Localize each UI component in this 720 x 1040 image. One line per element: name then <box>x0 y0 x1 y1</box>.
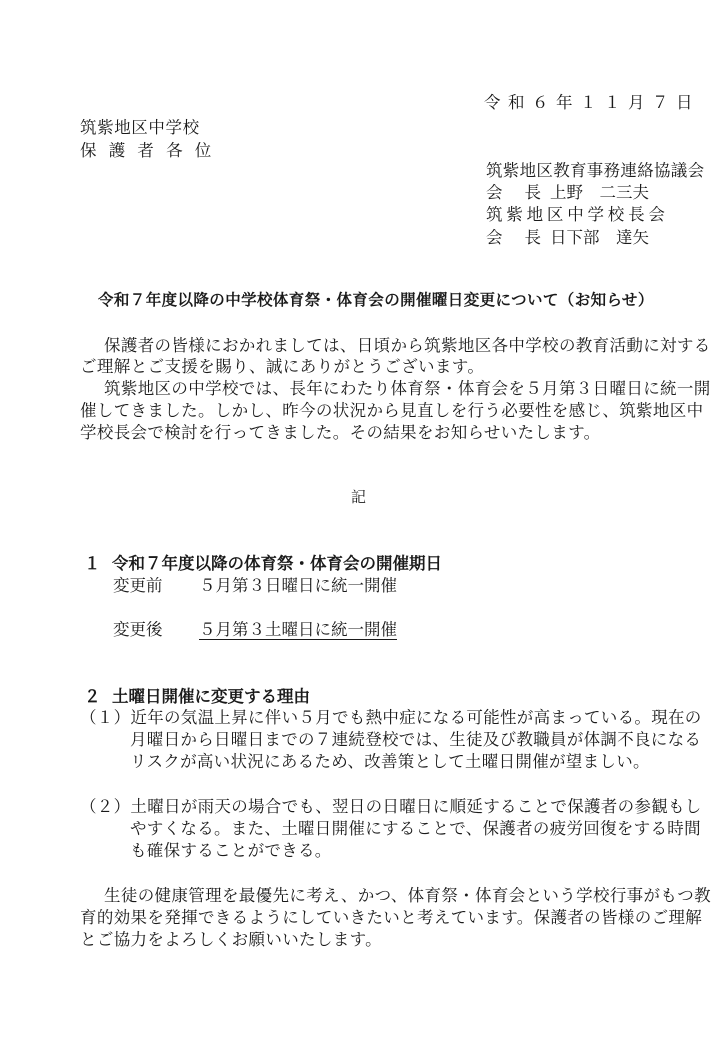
change-before-row <box>113 575 397 597</box>
section-2-title: 土曜日開催に変更する理由 <box>112 687 310 706</box>
change-before-value: ５月第３日曜日に統一開催 <box>199 576 397 595</box>
intro-paragraph-1-line-1: 保護者の皆様におかれましては、日頃から筑紫地区各中学校の教育活動に対する <box>104 336 711 355</box>
sender-chair-2 <box>486 227 649 249</box>
change-after-value: ５月第３土曜日に統一開催 <box>199 620 397 639</box>
sender-chair-1 <box>486 182 649 204</box>
reason-1-line-1: （１）近年の気温上昇に伴い５月でも熱中症になる可能性が高まっている。現在の <box>80 708 702 727</box>
sender-title-1: 会 長 <box>486 183 541 202</box>
intro-paragraph-2-line-3: 学校長会で検討を行ってきました。その結果をお知らせいたします。 <box>80 423 601 442</box>
sender-name-1: 上野 二三夫 <box>550 183 649 202</box>
sender-title-2: 会 長 <box>486 228 541 247</box>
intro-paragraph-1-line-2: ご理解とご支援を賜り、誠にありがとうございます。 <box>80 357 485 376</box>
reason-2-line-2: やすくなる。また、土曜日開催にすることで、保護者の疲労回復をする時間 <box>130 819 701 838</box>
section-1-title: 令和７年度以降の体育祭・体育会の開催期日 <box>112 554 442 573</box>
section-2-number: ２ <box>84 687 101 706</box>
change-before-label: 変更前 <box>113 576 163 595</box>
reason-1-line-2: 月曜日から日曜日までの７連続登校では、生徒及び教職員が体調不良になる <box>130 730 702 749</box>
section-1-number: １ <box>84 554 101 573</box>
recipient-parents: 保護者各位 <box>80 141 224 160</box>
reason-2-line-1: （２）土曜日が雨天の場合でも、翌日の日曜日に順延することで保護者の参観もし <box>80 797 702 816</box>
reason-1-line-3: リスクが高い状況にあるため、改善策として土曜日開催が望ましい。 <box>130 752 650 771</box>
document-title: 令和７年度以降の中学校体育祭・体育会の開催曜日変更について（お知らせ） <box>98 291 654 309</box>
intro-paragraph-2-line-2: 催してきました。しかし、昨今の状況から見直しを行う必要性を感じ、筑紫地区中 <box>80 401 704 420</box>
sender-name-2: 日下部 達矢 <box>550 228 649 247</box>
section-2-heading <box>84 686 310 708</box>
reason-2-line-3: も確保することができる。 <box>130 841 332 860</box>
sender-org-1: 筑紫地区教育事務連絡協議会 <box>486 161 705 180</box>
recipient-school: 筑紫地区中学校 <box>80 118 200 137</box>
change-after-row <box>113 619 397 641</box>
section-1-heading <box>84 553 442 575</box>
sender-org-2: 筑紫地区中学校長会 <box>486 205 669 224</box>
closing-line-2: 育的効果を発揮できるようにしていきたいと考えています。保護者の皆様のご理解 <box>80 908 703 927</box>
closing-line-3: とご協力をよろしくお願いいたします。 <box>80 930 382 949</box>
change-after-label: 変更後 <box>113 620 163 639</box>
closing-line-1: 生徒の健康管理を最優先に考え、かつ、体育祭・体育会という学校行事がもつ教 <box>104 886 711 905</box>
document-date: 令和６年１１月７日 <box>484 93 700 112</box>
intro-paragraph-2-line-1: 筑紫地区の中学校では、長年にわたり体育祭・体育会を５月第３日曜日に統一開 <box>104 379 711 398</box>
ki-heading: 記 <box>351 488 367 506</box>
